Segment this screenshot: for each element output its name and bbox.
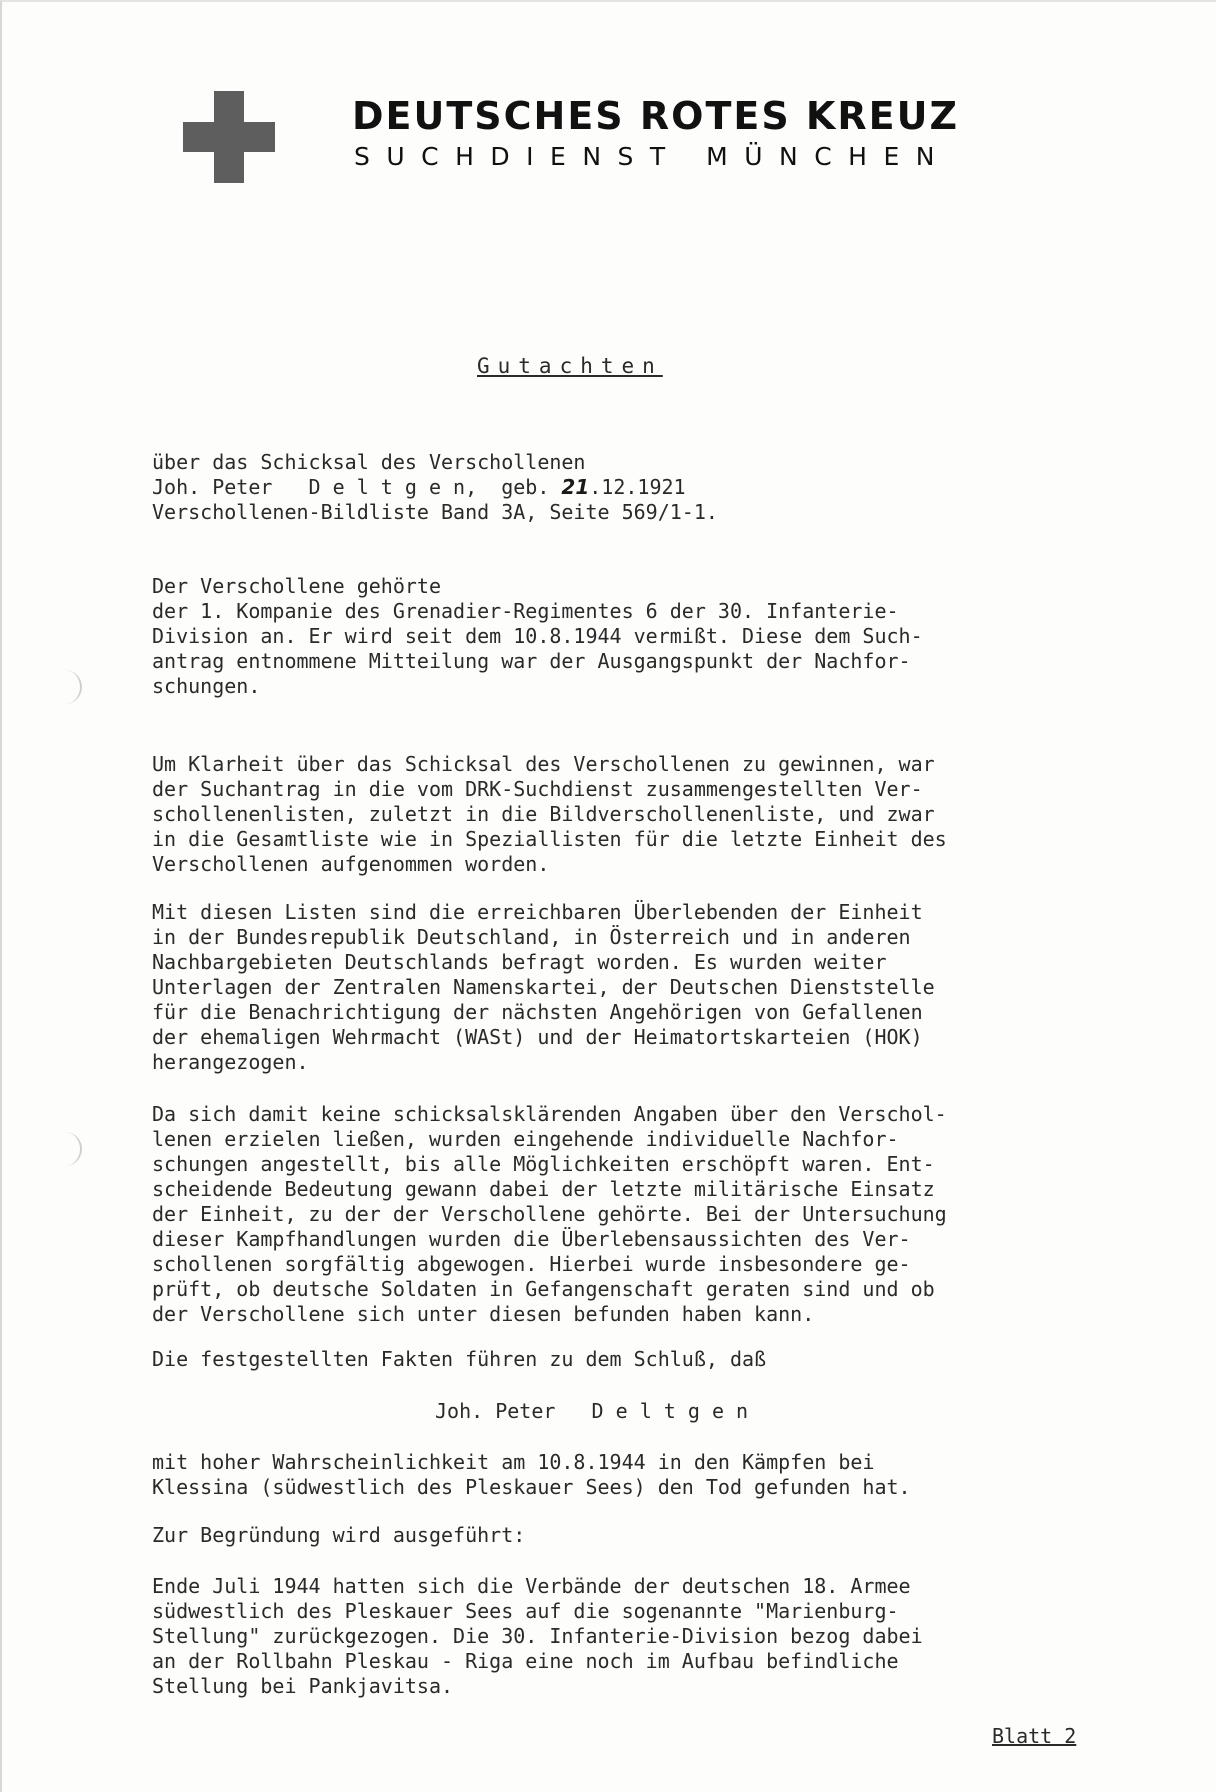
text-line: der Einheit, zu der der Verschollene gehörte. Bei der Untersuchung [152,1202,947,1226]
paragraph-8 [152,1574,1162,1699]
text-line: der 1. Kompanie des Grenadier-Regimentes 6 der 30. Infanterie- [152,599,899,623]
organization-name: DEUTSCHES ROTES KREUZ [352,94,960,138]
text-line: Da sich damit keine schicksalsklärenden Angaben über den Verschol- [152,1102,947,1126]
text-line: herangezogen. [152,1050,309,1074]
handwritten-day: 21 [561,475,590,499]
text-line: der Verschollene sich unter diesen befunden haben kann. [152,1302,815,1326]
text-line: Mit diesen Listen sind die erreichbaren Überlebenden der Einheit [152,900,923,924]
subject-date-text: .12.1921 [589,475,686,499]
paragraph-5 [152,1347,1162,1372]
text-line: der Suchantrag in die vom DRK-Suchdienst zusammengestellten Ver- [152,777,923,801]
text-line: Nachbargebieten Deutschlands befragt worden. Es wurden weiter [152,950,887,974]
subject-line: Verschollenen-Bildliste Band 3A, Seite 569/1-1. [152,500,718,524]
text-line: für die Benachrichtigung der nächsten Angehörigen von Gefallenen [152,1000,923,1024]
subject-block [152,450,1162,525]
document-title: Gutachten [477,354,663,378]
department-name: SUCHDIENST MÜNCHEN [354,142,951,171]
text-line: Ende Juli 1944 hatten sich die Verbände der deutschen 18. Armee [152,1574,911,1598]
text-line: Stellung" zurückgezogen. Die 30. Infanterie-Division bezog dabei [152,1624,923,1648]
text-line: Unterlagen der Zentralen Namenskartei, der Deutschen Dienststelle [152,975,935,999]
punch-hole-mark [62,670,82,704]
text-line: schungen angestellt, bis alle Möglichkeiten erschöpft waren. Ent- [152,1152,935,1176]
text-line: lenen erzielen ließen, wurden eingehende individuelle Nachfor- [152,1127,899,1151]
paragraph-6 [152,1450,1162,1500]
next-page-reference: Blatt 2 [992,1724,1077,1748]
text-line: an der Rollbahn Pleskau - Riga eine noch im Aufbau befindliche [152,1649,899,1673]
text-line: schollenenlisten, zuletzt in die Bildverschollenenliste, und zwar [152,802,935,826]
text-line: schungen. [152,674,261,698]
paragraph-1 [152,574,1162,699]
text-line: in der Bundesrepublik Deutschland, in Österreich und in anderen [152,925,911,949]
text-line: Verschollenen aufgenommen worden. [152,852,550,876]
text-line: Division an. Er wird seit dem 10.8.1944 vermißt. Diese dem Such- [152,624,923,648]
red-cross-logo [183,91,275,183]
text-line: mit hoher Wahrscheinlichkeit am 10.8.1944 in den Kämpfen bei [152,1450,875,1474]
text-line: in die Gesamtliste wie in Speziallisten für die letzte Einheit des [152,827,947,851]
text-line: dieser Kampfhandlungen wurden die Überlebensaussichten des Ver- [152,1227,911,1251]
centered-person-name: Joh. Peter D e l t g e n [435,1399,749,1423]
text-line: Klessina (südwestlich des Pleskauer Sees) den Tod gefunden hat. [152,1475,911,1499]
subject-line: über das Schicksal des Verschollenen [152,450,586,474]
text-line: schollenen sorgfältig abgewogen. Hierbei wurde insbesondere ge- [152,1252,911,1276]
punch-hole-mark [62,1132,82,1166]
text-line: Die festgestellten Fakten führen zu dem Schluß, daß [152,1347,767,1371]
text-line: der ehemaligen Wehrmacht (WASt) und der Heimatortskarteien (HOK) [152,1025,923,1049]
paragraph-7 [152,1523,1162,1548]
text-line: antrag entnommene Mitteilung war der Ausgangspunkt der Nachfor- [152,649,911,673]
text-line: Der Verschollene gehörte [152,574,441,598]
subject-line [152,475,1162,500]
subject-name-text: Joh. Peter D e l t g e n, geb. [152,475,562,499]
text-line: prüft, ob deutsche Soldaten in Gefangenschaft geraten sind und ob [152,1277,935,1301]
text-line: Um Klarheit über das Schicksal des Verschollenen zu gewinnen, war [152,752,935,776]
paragraph-3 [152,900,1162,1075]
text-line: scheidende Bedeutung gewann dabei der letzte militärische Einsatz [152,1177,935,1201]
text-line: südwestlich des Pleskauer Sees auf die sogenannte "Marienburg- [152,1599,899,1623]
text-line: Stellung bei Pankjavitsa. [152,1674,454,1698]
text-line: Zur Begründung wird ausgeführt: [152,1523,526,1547]
paragraph-2 [152,752,1162,877]
paragraph-4 [152,1102,1162,1327]
